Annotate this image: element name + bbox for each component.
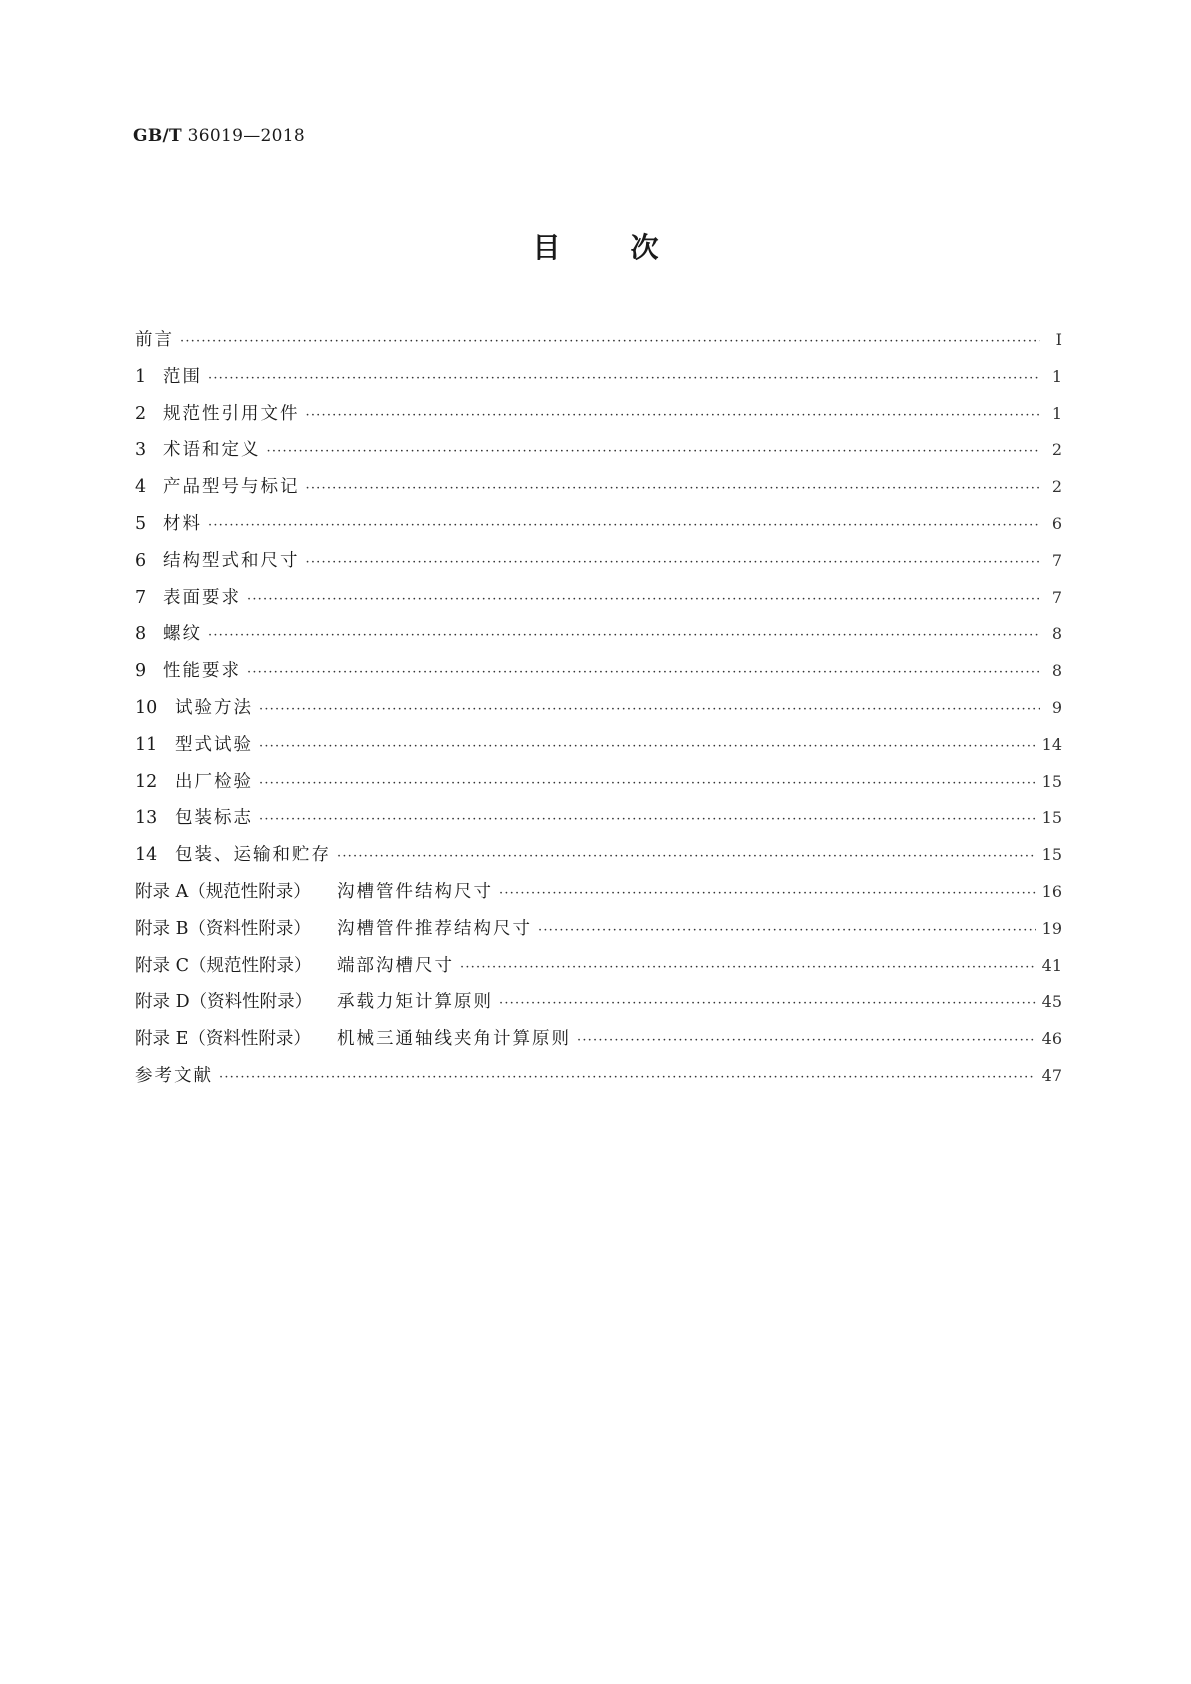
- toc-entry-number: 附录 A（规范性附录）: [135, 881, 311, 902]
- toc-entry-leader: [208, 518, 1040, 533]
- toc-entry-page: 45: [1041, 992, 1062, 1012]
- toc-entry-leader: [306, 555, 1041, 570]
- toc-entry-leader: [337, 849, 1036, 864]
- toc-entry-number: 11: [135, 734, 158, 755]
- toc-entry-leader: [180, 334, 1040, 349]
- toc-entry-page: 1: [1051, 403, 1062, 423]
- toc-entry-leader: [499, 996, 1036, 1011]
- toc-entry-leader: [208, 628, 1040, 643]
- toc-entry[interactable]: [135, 915, 1062, 952]
- toc-entry-label: 范围: [163, 366, 202, 387]
- toc-entry[interactable]: [135, 473, 1062, 510]
- toc-entry-page: 19: [1041, 918, 1062, 938]
- toc-entry-number: 8: [135, 624, 147, 645]
- toc-entry-leader: [577, 1033, 1036, 1048]
- toc-entry-leader: [306, 481, 1041, 496]
- toc-entry-leader: [259, 702, 1040, 717]
- toc-entry[interactable]: [135, 436, 1062, 473]
- toc-entry-number: 附录 C（规范性附录）: [135, 955, 312, 976]
- toc-entry-page: 7: [1051, 550, 1062, 570]
- toc-entry-leader: [499, 886, 1036, 901]
- standard-code-prefix: GB/T: [133, 126, 182, 146]
- toc-entry-leader: [208, 371, 1040, 386]
- toc-entry[interactable]: [135, 400, 1062, 437]
- toc-entry-number: 13: [135, 808, 158, 829]
- toc-entry-label: 性能要求: [163, 661, 241, 682]
- toc-entry-number: 附录 B（资料性附录）: [135, 918, 311, 939]
- toc-entry-label: 沟槽管件结构尺寸: [337, 881, 493, 902]
- toc-entry[interactable]: [135, 1062, 1062, 1099]
- toc-entry-page: 16: [1041, 881, 1062, 901]
- toc-entry-label: 参考文献: [135, 1065, 213, 1086]
- toc-entry-number: 10: [135, 697, 158, 718]
- toc-entry-number: 1: [135, 366, 147, 387]
- toc-entry-label: 术语和定义: [163, 440, 261, 461]
- toc-entry-page: 9: [1051, 697, 1062, 717]
- toc-entry-page: 46: [1041, 1029, 1062, 1049]
- toc-entry-leader: [460, 960, 1036, 975]
- standard-code-number: 36019—2018: [187, 126, 306, 146]
- toc-entry-label: 前言: [135, 330, 174, 350]
- toc-entry[interactable]: [135, 841, 1062, 878]
- toc-entry-leader: [259, 776, 1036, 791]
- toc-entry-label: 规范性引用文件: [163, 403, 300, 424]
- toc-entry-number: 6: [135, 550, 147, 571]
- toc-entry-number: 9: [135, 661, 147, 682]
- toc-entry-label: 端部沟槽尺寸: [337, 955, 454, 976]
- toc-entry[interactable]: [135, 952, 1062, 989]
- toc-entry[interactable]: [135, 731, 1062, 768]
- toc-entry-leader: [538, 923, 1036, 938]
- toc-entry-page: 15: [1041, 845, 1062, 865]
- toc-entry-page: 8: [1051, 661, 1062, 681]
- page-title: [0, 226, 1191, 266]
- toc-entry-label: 表面要求: [163, 587, 241, 608]
- toc-entry-number: 5: [135, 513, 147, 534]
- page-title-char-1: 目: [532, 231, 561, 264]
- toc-entry[interactable]: [135, 988, 1062, 1025]
- standard-code: [133, 126, 305, 146]
- toc-entry[interactable]: [135, 657, 1062, 694]
- toc-entry-page: 1: [1051, 366, 1062, 386]
- toc-entry-page: 2: [1051, 477, 1062, 497]
- toc-entry[interactable]: [135, 620, 1062, 657]
- toc-entry-label: 产品型号与标记: [163, 477, 300, 498]
- toc-entry[interactable]: [135, 1025, 1062, 1062]
- toc-entry-number: 14: [135, 845, 158, 866]
- toc-entry-label: 机械三通轴线夹角计算原则: [337, 1029, 571, 1050]
- toc-entry-page: 41: [1041, 955, 1062, 975]
- toc-entry-page: 15: [1041, 771, 1062, 791]
- toc-entry-label: 沟槽管件推荐结构尺寸: [337, 918, 532, 939]
- toc-entry-number: 12: [135, 771, 158, 792]
- toc-entry-leader: [267, 444, 1041, 459]
- toc-entry[interactable]: [135, 768, 1062, 805]
- toc-entry-label: 包装、运输和贮存: [175, 845, 331, 866]
- toc-entry-leader: [247, 665, 1040, 680]
- toc-entry[interactable]: [135, 804, 1062, 841]
- toc-entry-number: 附录 D（资料性附录）: [135, 992, 313, 1013]
- toc-entry-page: 2: [1051, 440, 1062, 460]
- toc-entry-number: 4: [135, 477, 147, 498]
- toc-entry[interactable]: [135, 363, 1062, 400]
- toc-entry[interactable]: [135, 584, 1062, 621]
- toc-entry-leader: [247, 592, 1040, 607]
- toc-entry-leader: [219, 1070, 1036, 1085]
- toc-entry-label: 型式试验: [175, 734, 253, 755]
- toc-entry-page: 6: [1051, 513, 1062, 533]
- table-of-contents: [135, 326, 1062, 1099]
- toc-entry-page: 14: [1041, 734, 1062, 754]
- toc-entry-page: 15: [1041, 808, 1062, 828]
- toc-entry[interactable]: [135, 326, 1062, 363]
- toc-entry-label: 材料: [163, 513, 202, 534]
- toc-entry-number: 2: [135, 403, 147, 424]
- toc-entry-number: 附录 E（资料性附录）: [135, 1029, 311, 1050]
- toc-entry-label: 结构型式和尺寸: [163, 550, 300, 571]
- toc-entry[interactable]: [135, 694, 1062, 731]
- toc-entry-label: 螺纹: [163, 624, 202, 645]
- toc-entry-number: 3: [135, 440, 147, 461]
- toc-entry-number: 7: [135, 587, 147, 608]
- toc-entry-label: 出厂检验: [175, 771, 253, 792]
- toc-entry-page: Ⅰ: [1055, 330, 1062, 349]
- toc-entry-label: 试验方法: [175, 697, 253, 718]
- toc-entry-label: 承载力矩计算原则: [337, 992, 493, 1013]
- toc-entry[interactable]: [135, 510, 1062, 547]
- toc-entry-leader: [259, 739, 1036, 754]
- page-title-char-2: 次: [630, 231, 659, 264]
- toc-entry-leader: [259, 812, 1036, 827]
- toc-entry-page: 47: [1041, 1065, 1062, 1085]
- toc-entry[interactable]: [135, 547, 1062, 584]
- toc-entry-page: 7: [1051, 587, 1062, 607]
- toc-entry[interactable]: [135, 878, 1062, 915]
- toc-entry-label: 包装标志: [175, 808, 253, 829]
- toc-entry-page: 8: [1051, 624, 1062, 644]
- toc-entry-leader: [306, 408, 1041, 423]
